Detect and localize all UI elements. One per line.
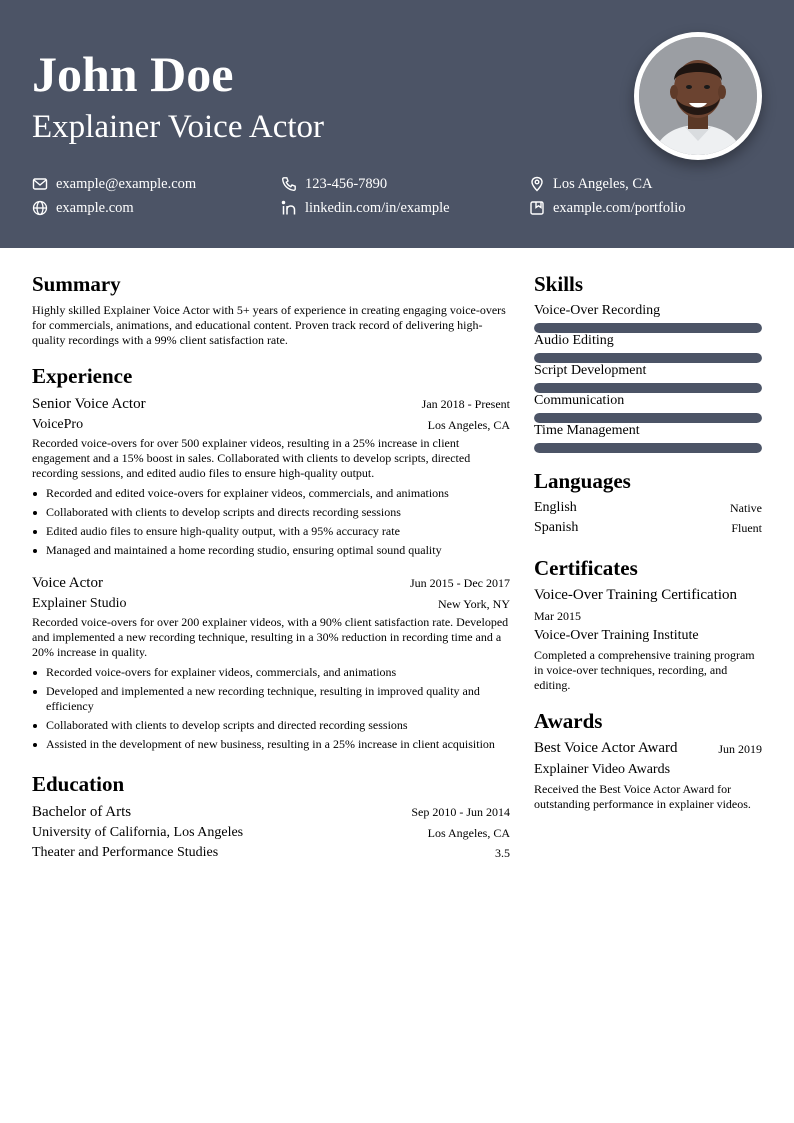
contact-portfolio-label: example.com/portfolio	[553, 200, 686, 216]
certificates-heading: Certificates	[534, 556, 638, 580]
contact-portfolio[interactable]	[529, 199, 685, 217]
language-name: English	[534, 500, 577, 515]
contact-linkedin[interactable]	[281, 199, 450, 217]
linkedin-icon	[281, 200, 297, 216]
certificate-description: Completed a comprehensive training program in voice-over techniques, recording, and editing.	[534, 648, 755, 692]
list-item: Recorded voice-overs for explainer videos, commercials, and animations	[32, 665, 506, 680]
skill-bar-fill	[534, 443, 762, 453]
location-icon	[529, 176, 545, 192]
contact-location	[529, 175, 652, 193]
job-description: Recorded voice-overs for over 500 explainer videos, resulting in a 25% increase in client engagement and a 15% boost in sales. Collaborated with clients to develop scripts, directed recording sessions, and edited audio files to ensure high-quality output.	[32, 436, 471, 480]
contact-phone[interactable]	[281, 175, 387, 193]
list-item: Recorded and edited voice-overs for explainer videos, commercials, and animations	[32, 486, 506, 501]
language-level: Fluent	[731, 521, 762, 535]
job-company: Explainer Studio	[32, 596, 127, 611]
skill-name: Voice-Over Recording	[534, 303, 661, 318]
award-description: Received the Best Voice Actor Award for outstanding performance in explainer videos.	[534, 782, 751, 811]
candidate-name: John Doe	[32, 46, 234, 102]
skill-name: Audio Editing	[534, 333, 614, 348]
portfolio-icon	[529, 200, 545, 216]
list-item: Managed and maintained a home recording studio, ensuring optimal sound quality	[32, 543, 506, 558]
job-role: Voice Actor	[32, 575, 103, 591]
language-name: Spanish	[534, 520, 579, 535]
job-location: Los Angeles, CA	[427, 418, 510, 432]
certificate-date: Mar 2015	[534, 609, 581, 623]
certificate-issuer: Voice-Over Training Institute	[534, 628, 699, 643]
certificate-name: Voice-Over Training Certification	[534, 587, 738, 603]
language-level: Native	[730, 501, 762, 515]
mail-icon	[32, 176, 48, 192]
skill-name: Script Development	[534, 363, 647, 378]
skills-heading: Skills	[534, 272, 584, 296]
list-item: Assisted in the development of new business, resulting in a 25% increase in client acquisition	[32, 737, 516, 752]
list-item: Developed and implemented a new recording technique, resulting in improved quality and efficiency	[32, 684, 506, 714]
award-date: Jun 2019	[718, 742, 762, 756]
job-role: Senior Voice Actor	[32, 396, 146, 412]
resume-header	[0, 0, 794, 248]
list-item: Collaborated with clients to develop scripts and directed recording sessions	[32, 718, 506, 733]
list-item: Collaborated with clients to develop scripts and directs recording sessions	[32, 505, 506, 520]
skill-name: Time Management	[534, 423, 640, 438]
avatar-photo	[639, 37, 757, 155]
education-field: Theater and Performance Studies	[32, 845, 219, 860]
education-gpa: 3.5	[495, 846, 510, 860]
avatar	[634, 32, 762, 160]
contact-email-label: example@example.com	[56, 176, 197, 192]
awards-heading: Awards	[534, 709, 603, 733]
skill-bar	[534, 443, 762, 453]
award-issuer: Explainer Video Awards	[534, 762, 671, 777]
contact-email[interactable]	[32, 175, 196, 193]
contact-location-label: Los Angeles, CA	[553, 176, 653, 192]
skill-name: Communication	[534, 393, 625, 408]
experience-heading: Experience	[32, 364, 133, 388]
languages-heading: Languages	[534, 469, 631, 493]
contact-linkedin-label: linkedin.com/in/example	[305, 200, 450, 216]
award-name: Best Voice Actor Award	[534, 740, 678, 756]
education-heading: Education	[32, 772, 125, 796]
job-company: VoicePro	[32, 417, 84, 432]
job-dates: Jun 2015 - Dec 2017	[410, 576, 510, 590]
summary-heading: Summary	[32, 272, 121, 296]
globe-icon	[32, 200, 48, 216]
education-dates: Sep 2010 - Jun 2014	[411, 805, 510, 819]
candidate-title: Explainer Voice Actor	[32, 109, 325, 145]
contact-phone-label: 123-456-7890	[305, 176, 388, 192]
job-dates: Jan 2018 - Present	[421, 397, 510, 411]
contact-website-label: example.com	[56, 200, 134, 216]
phone-icon	[281, 176, 297, 192]
job-description: Recorded voice-overs for over 200 explainer videos, with a 90% client satisfaction rate. Developed and implemented a new recording technique, resulting in a 30% reduction in recording time and a 20% increase in quality.	[32, 615, 509, 659]
education-school: University of California, Los Angeles	[32, 825, 244, 840]
contact-website[interactable]	[32, 199, 134, 217]
education-location: Los Angeles, CA	[427, 826, 510, 840]
education-degree: Bachelor of Arts	[32, 804, 132, 820]
list-item: Edited audio files to ensure high-quality output, with a 95% accuracy rate	[32, 524, 506, 539]
job-location: New York, NY	[437, 597, 510, 611]
summary-text: Highly skilled Explainer Voice Actor with 5+ years of experience in creating engaging voice-overs for commercials, animations, and educational content. Proven track record of delivering high-quality recordings with a 99% client satisfaction rate.	[32, 303, 506, 347]
